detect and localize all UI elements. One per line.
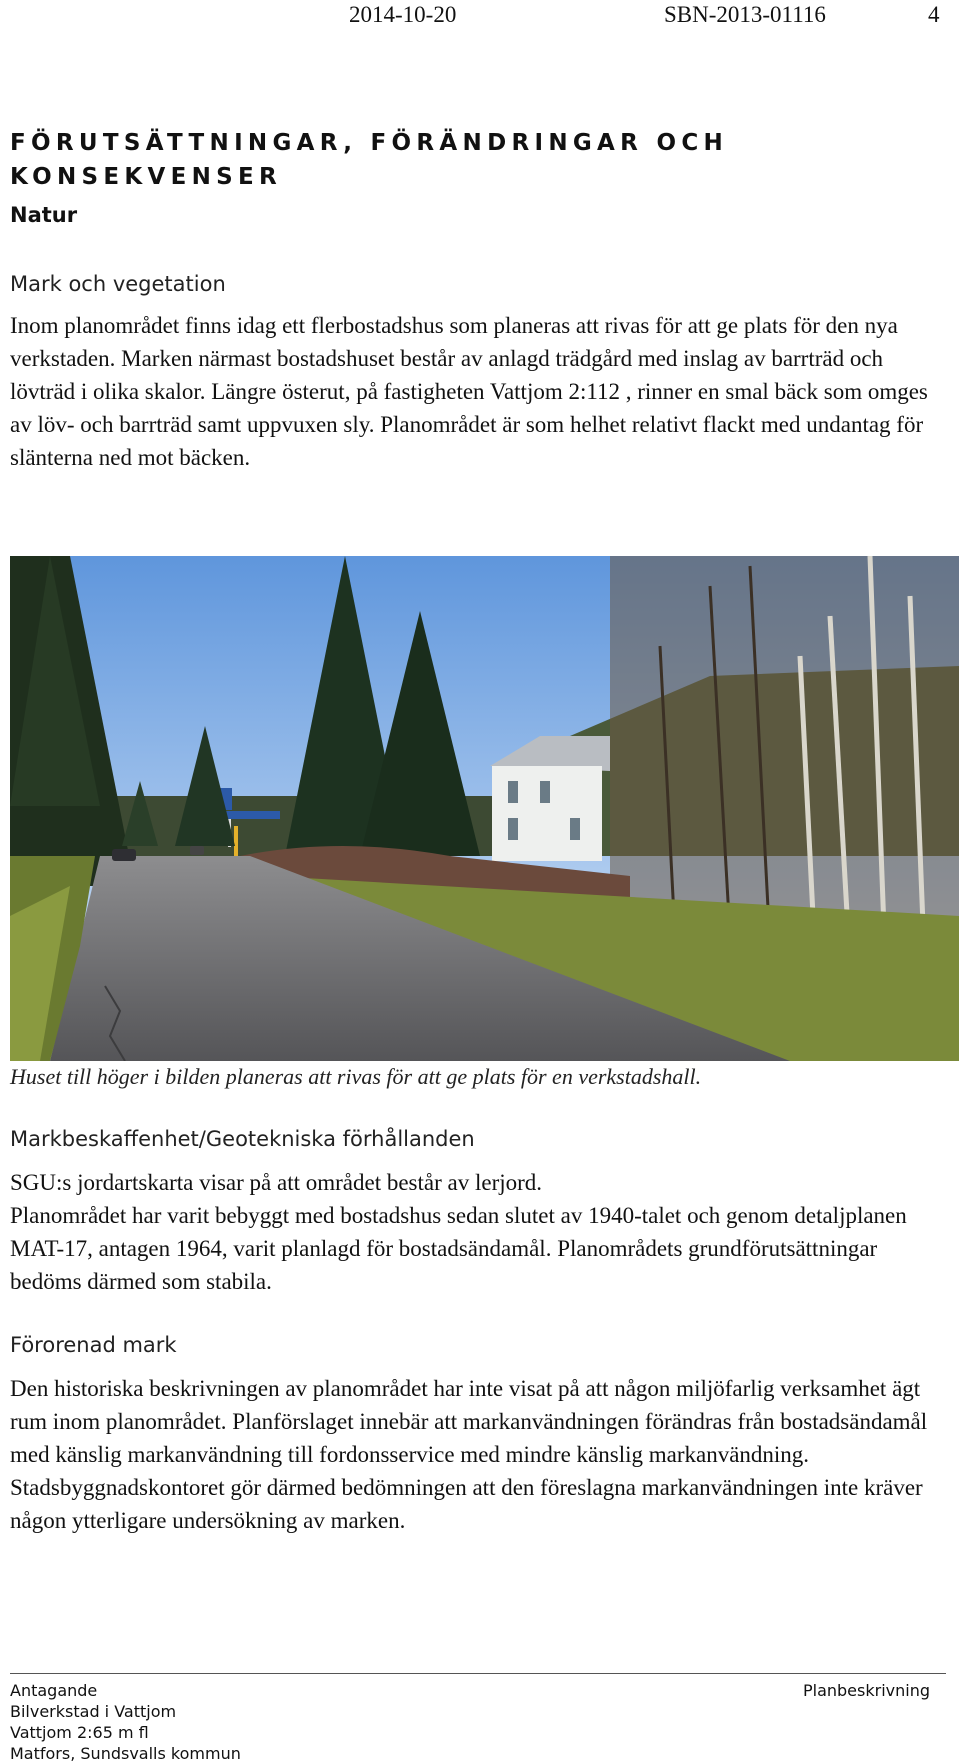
section-title: FÖRUTSÄTTNINGAR, FÖRÄNDRINGAR OCH KONSEKVENSER [10,130,729,190]
main-content [10,126,950,474]
heading-mark-och-vegetation: Mark och vegetation [10,272,226,296]
page-header [0,0,960,40]
fororenad-mark-section [10,1330,950,1537]
footer-property: Vattjom 2:65 m fl [10,1723,149,1742]
markbeskaffenhet-section [10,1124,950,1298]
footer-municipality: Matfors, Sundsvalls kommun [10,1744,241,1763]
footer-left [10,1680,241,1764]
header-page-number: 4 [928,2,940,27]
paragraph-mark-och-vegetation: Inom planområdet finns idag ett flerbostadshus som planeras att rivas för att ge plats för den nya verkstaden. Marken närmast bostadshuset består av anlagd trädgård med inslag av barrträd och lövträd i olika skalor. Längre österut, på fastigheten Vattjom 2:112 , rinner en smal bäck som omges av löv- och barrträd samt uppvuxen sly. Planområdet är som helhet relativt flackt med undantag för slänterna ned mot bäcken. [10,313,928,470]
section-subtitle: Natur [10,203,78,227]
footer-project: Bilverkstad i Vattjom [10,1702,177,1721]
photo-caption: Huset till höger i bilden planeras att rivas för att ge plats för en verkstadshall. [10,1064,702,1089]
paragraph-fororenad-mark: Den historiska beskrivningen av planområdet har inte visat på att någon miljöfarlig verksamhet ägt rum inom planområdet. Planförslaget innebär att markanvändningen förändras från bostadsändamål med känslig markanvändning till fordonsservice med mindre känslig markanvändning. Stadsbyggnadskontoret gör därmed bedömningen att den föreslagna markanvändningen inte kräver någon ytterligare undersökning av marken. [10,1376,928,1533]
paragraph-markbeskaffenhet-line1: SGU:s jordartskarta visar på att området består av lerjord. [10,1170,543,1195]
heading-markbeskaffenhet: Markbeskaffenhet/Geotekniska förhållanden [10,1127,475,1151]
heading-fororenad-mark: Förorenad mark [10,1333,177,1357]
street-photo [10,556,959,1061]
paragraph-markbeskaffenhet-line2: Planområdet har varit bebyggt med bostadshus sedan slutet av 1940-talet och genom detaljplanen MAT-17, antagen 1964, varit planlagd för bostadsändamål. Planområdets grundförutsättningar bedöms därmed som stabila. [10,1203,907,1294]
footer-status: Antagande [10,1681,98,1700]
footer-divider [10,1673,946,1674]
header-document-number: SBN-2013-01116 [664,2,826,27]
footer-doc-type: Planbeskrivning [802,1681,930,1700]
header-date: 2014-10-20 [349,2,457,27]
